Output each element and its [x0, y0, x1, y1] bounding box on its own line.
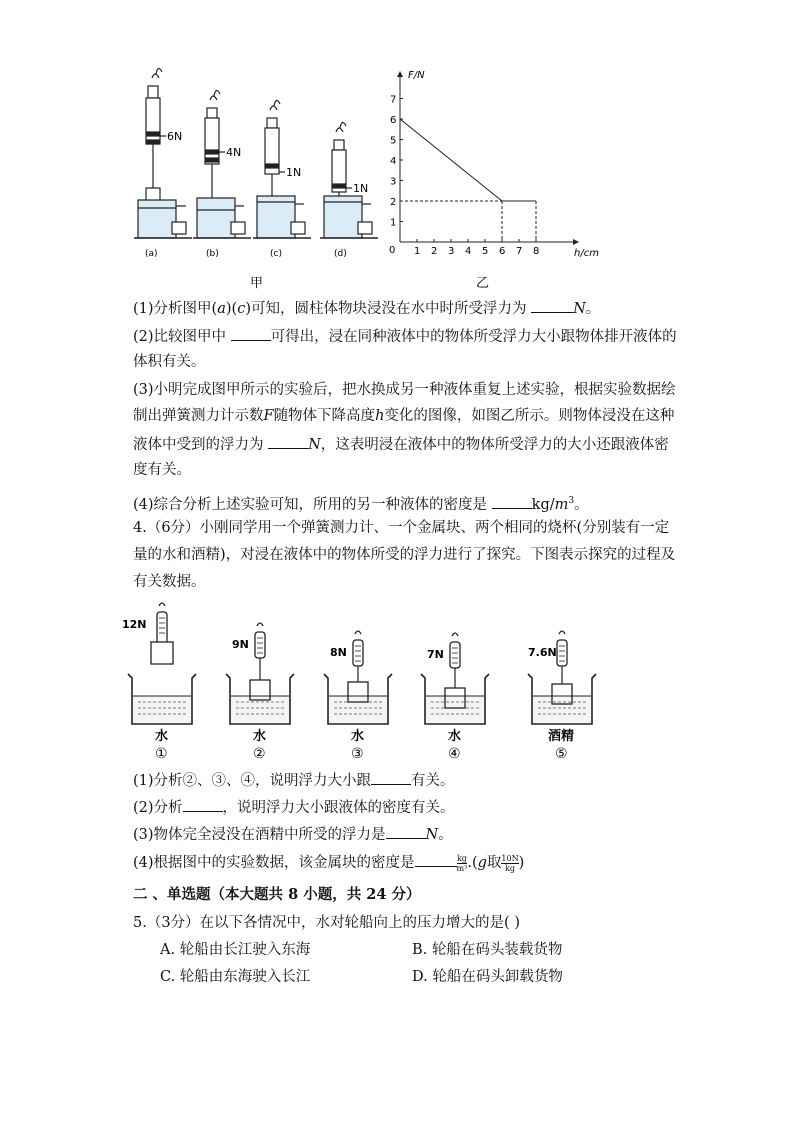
q4-s3-end: 。	[438, 827, 453, 843]
q3-part3-line4: 度有关。	[133, 462, 191, 478]
q4-stem-line1: 4.（6分）小刚同学用一个弹簧测力计、一个金属块、两个相同的烧杯(分别装有一定	[133, 520, 670, 536]
spring-scale	[255, 632, 265, 658]
q3-p3-text2: 随物体下降高度	[273, 408, 376, 424]
x-tick-label: 8	[533, 246, 540, 257]
apparatus-c	[253, 100, 311, 238]
apparatus-b	[193, 90, 251, 238]
spring-scale	[557, 640, 567, 666]
answer-blank[interactable]	[268, 434, 308, 449]
q3-p1-end: 。	[585, 301, 601, 317]
q5-stem: 5.（3分）在以下各情况中，水对轮船向上的压力增大的是( )	[133, 915, 520, 931]
y-tick-label: 1	[390, 217, 397, 229]
q3-p4-text: (4)综合分析上述实验可知，所用的另一种液体的密度是	[133, 496, 488, 513]
unit-fraction-num: kg	[456, 853, 467, 863]
origin-label: 0	[389, 245, 396, 256]
liquid	[133, 696, 191, 723]
y-tick-label: 5	[390, 135, 397, 147]
q4-s1-text: (1)分析②、③、④，说明浮力大小跟	[133, 773, 372, 789]
q4-s3-unit: N	[425, 827, 439, 843]
q3-p1-mid: )(	[225, 301, 238, 317]
beaker-setup-1	[122, 603, 196, 762]
q4-s1-text2: 有关。	[411, 773, 455, 789]
q4-sub2	[133, 797, 455, 818]
beaker-setup-4	[421, 633, 489, 762]
q3-part2	[133, 326, 677, 347]
x-axis-label: h/cm	[574, 248, 599, 259]
y-axis-label: F/N	[408, 70, 425, 81]
liquid-label: 水	[155, 729, 169, 744]
q3-part2-cont: 体积有关。	[133, 354, 206, 370]
x-tick-label: 2	[431, 246, 438, 257]
y-tick-label: 4	[390, 156, 397, 167]
y-tick-label: 6	[390, 115, 397, 126]
setup-number: ⑤	[555, 746, 568, 762]
reading-a: 6N	[167, 130, 183, 143]
figure-yi-graph	[380, 60, 610, 295]
q4-s4-take: 取	[486, 855, 502, 871]
q3-p3c-unit: N	[308, 437, 321, 453]
x-tick-label: 5	[482, 246, 489, 257]
liquid-label: 水	[448, 729, 462, 744]
metal-block	[151, 642, 173, 664]
g-fraction	[501, 854, 518, 873]
hook-icon	[355, 631, 361, 634]
reading-d: 1N	[353, 182, 369, 195]
liquid-label: 水	[253, 729, 267, 744]
q3-part3-line2	[133, 406, 674, 426]
answer-blank[interactable]	[492, 494, 532, 509]
q3-part3-line1: (3)小明完成图甲所示的实验后，把水换成另一种液体重复上述实验，根据实验数据绘	[133, 382, 676, 398]
x-tick-label: 3	[448, 246, 455, 257]
answer-blank[interactable]	[231, 326, 271, 341]
q3-p4-unit: kg/	[531, 496, 555, 513]
q4-sub4	[133, 852, 524, 873]
q5-option-a[interactable]: A. 轮船由长江驶入东海	[160, 942, 311, 958]
figure-jia	[130, 60, 395, 295]
q3-p1-a: a	[217, 301, 226, 317]
scale-reading: 9N	[232, 638, 249, 651]
q4-sub3	[133, 824, 453, 845]
q3-part3-line3	[133, 434, 669, 455]
q3-p3-h: h	[375, 408, 385, 424]
answer-blank[interactable]	[183, 797, 223, 812]
y-tick-label: 3	[390, 176, 397, 188]
spring-scale	[157, 612, 167, 646]
liquid-label: 酒精	[548, 729, 575, 744]
spring-scale	[353, 640, 363, 666]
apparatus-d	[320, 122, 378, 238]
q3-p1-text: (1)分析图甲(	[133, 301, 218, 317]
unit-fraction	[457, 854, 468, 873]
q4-s2-text2: ，说明浮力大小跟液体的密度有关。	[222, 800, 455, 816]
y-ticks	[390, 95, 403, 229]
q3-p3-F: F	[263, 408, 274, 424]
reading-c: 1N	[286, 166, 302, 179]
q3-part4	[133, 491, 589, 515]
x-tick-label: 7	[516, 246, 523, 257]
q3-part1	[133, 298, 600, 319]
q3-p1-text2: )可知，圆柱体物块浸没在水中时所受浮力为	[245, 301, 527, 317]
answer-blank[interactable]	[371, 770, 411, 785]
q3-p2-text: (2)比较图甲中	[133, 329, 227, 345]
dashed-guides	[400, 201, 536, 242]
q3-p4-end: 。	[574, 496, 589, 513]
section-title-single-choice: 二 、单选题（本大题共 8 小题，共 24 分）	[133, 886, 421, 903]
q4-sub1	[133, 770, 455, 791]
q3-p1-unit: N	[573, 301, 586, 317]
hook-icon	[452, 633, 458, 636]
g-fraction-den: kg	[505, 863, 515, 873]
setup-number: ②	[253, 746, 266, 762]
unit-fraction-den: m³	[456, 863, 468, 873]
q5-option-d[interactable]: D. 轮船在码头卸载货物	[412, 969, 563, 985]
figure-q4-beakers	[122, 602, 610, 770]
q5-option-c[interactable]: C. 轮船由东海驶入长江	[160, 969, 311, 985]
hook-icon	[559, 631, 565, 634]
y-tick-label: 7	[390, 94, 397, 106]
x-tick-label: 4	[465, 246, 472, 257]
q4-s4-mid: .(	[467, 855, 478, 871]
q3-p4-m: m	[554, 496, 569, 513]
setup-number: ③	[351, 746, 364, 762]
scale-reading: 7N	[427, 648, 444, 661]
g-fraction-num: 10N	[501, 853, 519, 863]
hook-icon	[257, 623, 263, 626]
beaker-setup-2	[226, 623, 294, 762]
scale-reading: 12N	[122, 618, 147, 631]
q3-p3-text: 制出弹簧测力计示数	[133, 408, 264, 424]
scale-reading: 7.6N	[528, 646, 557, 659]
q4-s4-end: )	[518, 855, 525, 871]
q3-p3-text3: 变化的图像，如图乙所示。则物体浸没在这种	[384, 408, 675, 424]
force-line	[400, 119, 536, 201]
caption-yi: 乙	[476, 276, 490, 291]
caption-jia: 甲	[250, 276, 264, 291]
beaker-setup-3	[324, 631, 392, 762]
liquid	[329, 696, 387, 723]
q5-option-b[interactable]: B. 轮船在码头装载货物	[412, 942, 563, 958]
q4-stem-line3: 有关数据。	[133, 574, 206, 590]
liquid	[426, 696, 484, 723]
label-a: (a)	[145, 249, 158, 259]
label-d: (d)	[334, 249, 347, 259]
q3-p3c-text2: ，这表明浸在液体中的物体所受浮力的大小还跟液体密	[320, 437, 669, 453]
label-c: (c)	[270, 249, 282, 259]
answer-blank[interactable]	[386, 824, 426, 839]
x-tick-label: 1	[414, 246, 421, 257]
hook-icon	[159, 603, 165, 606]
y-tick-label: 2	[390, 197, 397, 208]
q3-p3c-text: 液体中受到的浮力为	[133, 437, 264, 453]
q4-s2-text: (2)分析	[133, 800, 183, 816]
answer-blank[interactable]	[415, 852, 457, 867]
q3-p4-exp: 3	[568, 496, 575, 506]
beaker-setup-5	[528, 631, 596, 762]
answer-blank[interactable]	[531, 298, 573, 313]
q3-p2-text2: 可得出，浸在同种液体中的物体所受浮力大小跟物体排开液体的	[270, 329, 677, 345]
setup-number: ④	[448, 746, 461, 762]
q4-s3-text: (3)物体完全浸没在酒精中所受的浮力是	[133, 827, 386, 843]
spring-scale	[450, 642, 460, 668]
reading-b: 4N	[226, 146, 242, 159]
q4-s4-text: (4)根据图中的实验数据，该金属块的密度是	[133, 855, 415, 871]
label-b: (b)	[206, 249, 219, 259]
apparatus-a	[134, 68, 192, 238]
liquid	[533, 696, 591, 723]
scale-reading: 8N	[330, 646, 347, 659]
q4-s4-g: g	[477, 855, 487, 871]
liquid-label: 水	[351, 729, 365, 744]
setup-number: ①	[155, 746, 168, 762]
q3-p1-c: c	[237, 301, 246, 317]
x-tick-label: 6	[499, 246, 506, 257]
q4-stem-line2: 量的水和酒精)，对浸在液体中的物体所受的浮力进行了探究。下图表示探究的过程及	[133, 547, 676, 563]
